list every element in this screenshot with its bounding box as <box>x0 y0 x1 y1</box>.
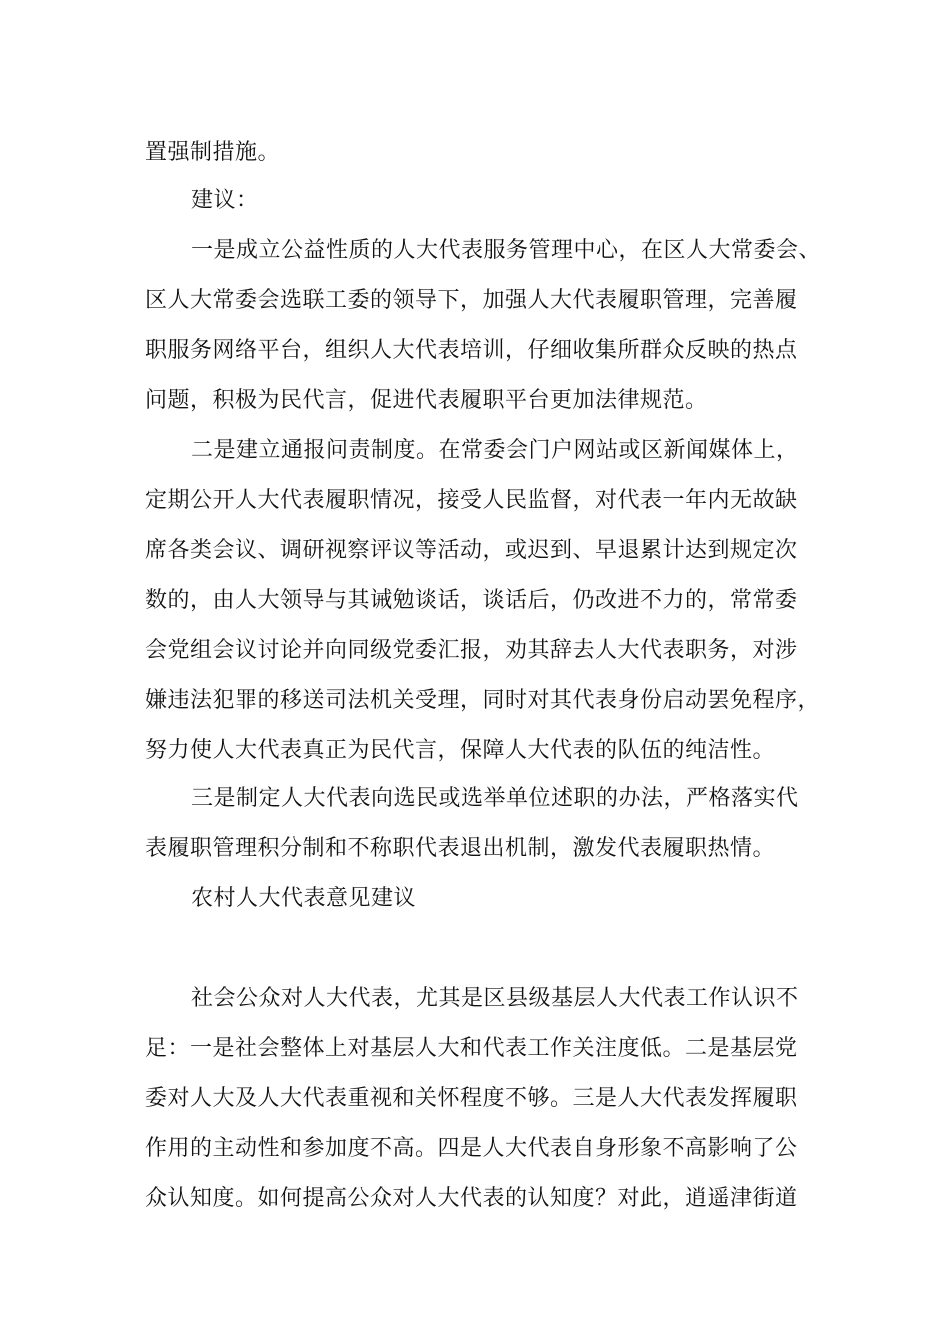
paragraph-suggestion-heading <box>145 176 825 226</box>
text-line: 足：一是社会整体上对基层人大和代表工作关注度低。二是基层党 <box>145 1036 798 1061</box>
text-line: 委对人大及人大代表重视和关怀程度不够。三是人大代表发挥履职 <box>145 1086 798 1111</box>
paragraph-suggestion-two <box>145 426 825 776</box>
text-line: 三是制定人大代表向选民或选举单位述职的办法，严格落实代 <box>191 786 799 811</box>
text-line: 努力使人大代表真正为民代言，保障人大代表的队伍的纯洁性。 <box>145 738 776 763</box>
text-line: 众认知度。如何提高公众对人大代表的认知度？对此，逍遥津街道 <box>145 1186 798 1211</box>
paragraph-suggestion-three <box>145 774 825 874</box>
text-line: 嫌违法犯罪的移送司法机关受理，同时对其代表身份启动罢免程序， <box>145 688 821 713</box>
text-line: 建议： <box>191 188 259 213</box>
section-title <box>145 874 825 924</box>
text-line: 席各类会议、调研视察评议等活动，或迟到、早退累计达到规定次 <box>145 538 798 563</box>
paragraph-suggestion-one <box>145 226 825 426</box>
text-line: 一是成立公益性质的人大代表服务管理中心，在区人大常委会、 <box>191 238 822 263</box>
text-line: 社会公众对人大代表，尤其是区县级基层人大代表工作认识不 <box>191 986 799 1011</box>
text-line: 问题，积极为民代言，促进代表履职平台更加法律规范。 <box>145 388 708 413</box>
text-line: 表履职管理积分制和不称职代表退出机制，激发代表履职热情。 <box>145 836 776 861</box>
text-line: 会党组会议讨论并向同级党委汇报，劝其辞去人大代表职务，对涉 <box>145 638 798 663</box>
text-line: 作用的主动性和参加度不高。四是人大代表自身形象不高影响了公 <box>145 1136 798 1161</box>
text-line: 置强制措施。 <box>145 140 281 165</box>
text-line: 职服务网络平台，组织人大代表培训，仔细收集所群众反映的热点 <box>145 338 798 363</box>
text-line: 农村人大代表意见建议 <box>191 886 417 911</box>
paragraph-public-awareness <box>145 974 825 1224</box>
text-line: 数的，由人大领导与其诫勉谈话，谈话后，仍改进不力的，常常委 <box>145 588 798 613</box>
text-line: 二是建立通报问责制度。在常委会门户网站或区新闻媒体上， <box>191 438 799 463</box>
paragraph-continuation <box>145 128 825 178</box>
text-line: 区人大常委会选联工委的领导下，加强人大代表履职管理，完善履 <box>145 288 798 313</box>
text-line: 定期公开人大代表履职情况，接受人民监督，对代表一年内无故缺 <box>145 488 798 513</box>
